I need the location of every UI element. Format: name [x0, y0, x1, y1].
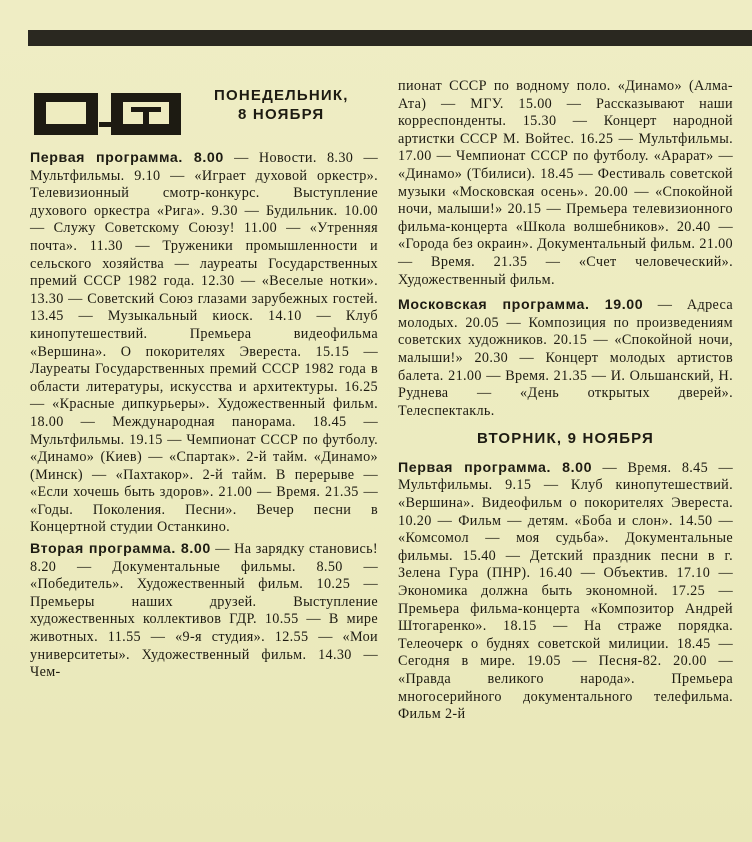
monday-first-program-continued — [398, 78, 733, 289]
program-label: Первая программа. 8.00 — [30, 150, 224, 166]
monday-moscow-program — [398, 297, 733, 420]
program-text: — Адреса молодых. 20.05 — Композиция по произведениям советских художников. 20.15 — «Спокойной ночи, малыши!» 20.30 — Концерт молодых артистов балета. 21.00 — Время. 21.35 — И. Ольшанский, Н. Руднева — «День открытых дверей». Телеспектакль. — [398, 297, 733, 419]
program-label: Вторая программа. 8.00 — [30, 541, 211, 558]
program-label: Московская программа. 19.00 — [398, 297, 644, 314]
program-text: — На зарядку становись! 8.20 — Документальные фильмы. 8.50 — «Победитель». Художественный фильм. 10.25 — Премьеры наших друзей. Выступление художественных коллективов ГДР. 10.55 — В мире животных. 11.55 — «9-я студия». 12.55 — «Мои университеты». Художественный фильм. 14.30 — Чем- — [30, 541, 378, 681]
tuesday-first-program — [398, 460, 733, 724]
monday-second-program — [30, 541, 378, 682]
program-label: Первая программа. 8.00 — [398, 459, 593, 476]
program-text: пионат СССР по водному поло. «Динамо» (Алма-Ата) — МГУ. 15.00 — Рассказывают наши корреспонденты. 15.30 — Концерт народной артистки СССР М. Войтес. 16.25 — Мультфильмы. 17.00 — Чемпионат СССР по футболу. «Арарат» — «Динамо» (Тбилиси). 18.45 — Фестиваль советской музыки «Московская осень». 20.00 — «Спокойной ночи, малыши!» 20.15 — Премьера телевизионного фильма-концерта «Школа волшебников». 20.40 — «Города без окраин». Документальный фильм. 21.00 — Время. 21.35 — «Счет человеческий». Художественный фильм. — [398, 78, 733, 288]
tuesday-heading: ВТОРНИК, 9 НОЯБРЯ — [476, 430, 654, 448]
day-line-2: 8 НОЯБРЯ — [238, 106, 325, 123]
tv-logo-icon — [33, 92, 183, 136]
day-line-1: ПОНЕДЕЛЬНИК, — [214, 87, 349, 104]
program-text: — Время. 8.45 — Мультфильмы. 9.15 — Клуб кинопутешествий. «Вершина». Видеофильм о покорителях Эвереста. 10.20 — Фильм — детям. «Боба и слон». 14.50 — «Комсомол — моя судьба». Документальные фильмы. 15.40 — Детский праздник песни в г. Зелена Гура (ПНР). 16.40 — Объектив. 17.10 — Экономика должна быть экономной. 17.25 — Премьера фильма-концерта «Композитор Андрей Штогаренко». 18.15 — На страже порядка. Телеочерк о буднях советской милиции. 18.45 — Сегодня в мире. 19.05 — Песня-82. 20.00 — «Правда великого народа». Премьера многосерийного документального телефильма. Фильм 2-й — [398, 459, 733, 723]
program-text: — Новости. 8.30 — Мультфильмы. 9.10 — «Играет духовой оркестр». Телевизионный смотр-конкурс. Выступление духового оркестра «Рига». 9.30 — Будильник. 10.00 — Служу Советскому Союзу! 11.00 — «Утренняя почта». 11.30 — Труженики промышленности и сельского хозяйства — лауреаты Государственных премий СССР 1982 года. 12.30 — «Веселые нотки». 13.30 — Советский Союз глазами зарубежных гостей. 13.45 — Музыкальный киоск. 14.10 — Клуб кинопутешествий. Премьера видеофильма «Вершина». О покорителях Эвереста. 15.15 — Лауреаты Государственных премий СССР 1982 года в области литературы, искусства и архитектуры. 16.25 — «Красные дипкурьеры». Художественный фильм. 18.00 — Международная панорама. 18.45 — Мультфильмы. 19.15 — Чемпионат СССР по футболу. «Динамо» (Киев) — «Спартак». 2-й тайм. «Динамо» (Минск) — «Пахтакор». 2-й тайм. В перерыве — «Если хочешь быть здоров». 21.00 — Время. 21.35 — «Годы. Поколения. Песни». Вечер песни в Концертной студии Останкино. — [30, 150, 378, 536]
monday-first-program — [30, 150, 378, 537]
right-column — [398, 78, 733, 724]
left-column — [30, 150, 378, 682]
monday-heading — [214, 86, 374, 124]
top-rule-bar — [28, 30, 752, 46]
